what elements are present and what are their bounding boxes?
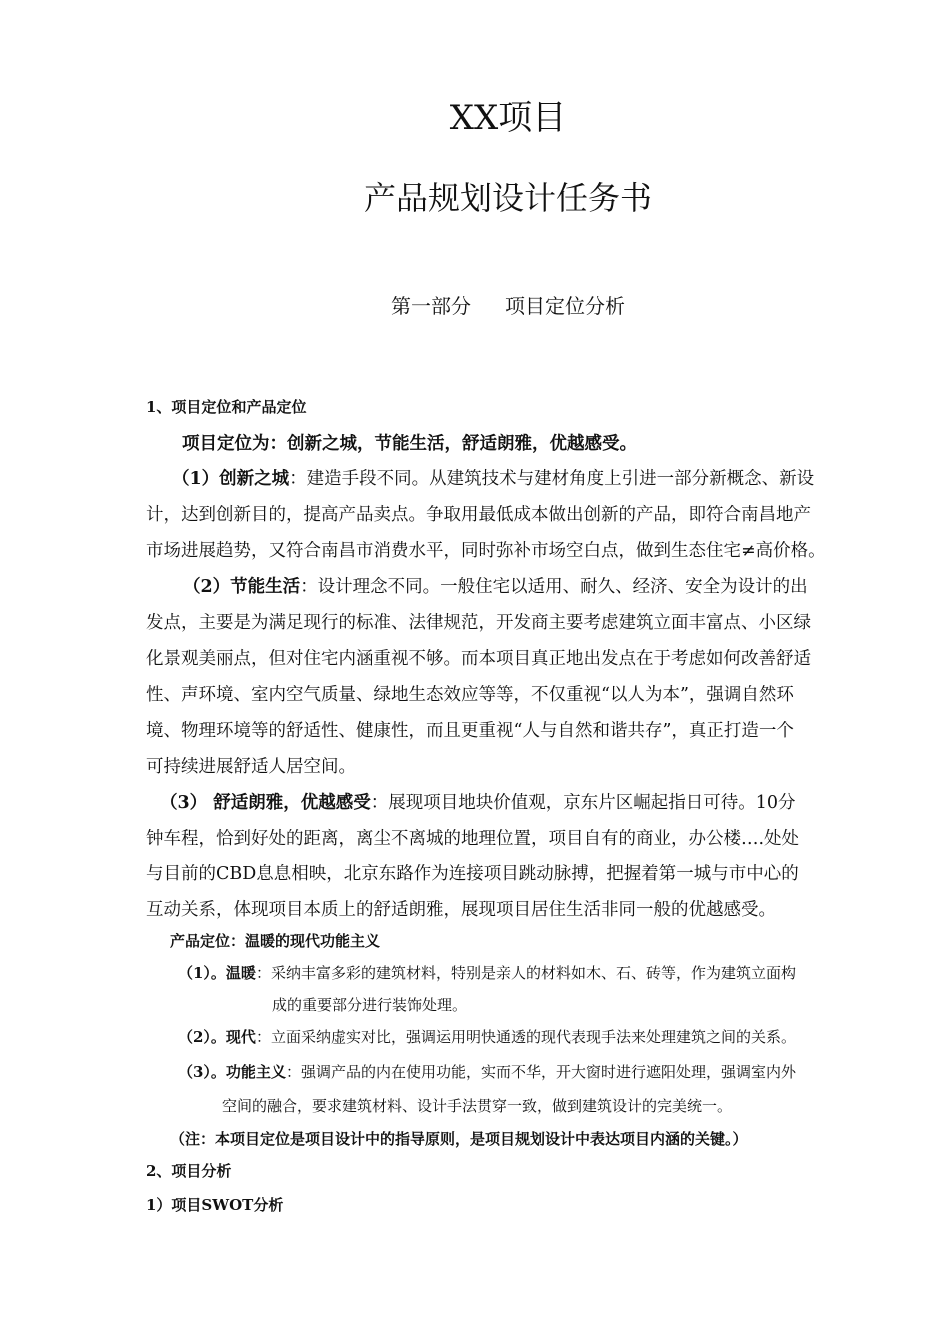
section-2-heading: 2、项目分析 bbox=[146, 1162, 232, 1180]
product-item-2-label: （2）。现代 bbox=[178, 1028, 256, 1046]
positioning-summary-text: 项目定位为：创新之城，节能生活，舒适朗雅，优越感受。 bbox=[182, 434, 637, 454]
p3-line-1 bbox=[160, 789, 796, 814]
p1-line-3: 市场进展趋势，又符合南昌市消费水平，同时弥补市场空白点，做到生态住宅≠高价格。 bbox=[146, 541, 826, 561]
product-item-3-line-1 bbox=[178, 1061, 796, 1082]
positioning-note: （注：本项目定位是项目设计中的指导原则，是项目规划设计中表达项目内涵的关键。） bbox=[170, 1130, 748, 1148]
part-label: 第一部分 bbox=[391, 294, 471, 318]
p3-line-2: 钟车程，恰到好处的距离，离尘不离城的地理位置，项目自有的商业，办公楼….处处 bbox=[146, 829, 800, 849]
product-item-2-text: ：立面采纳虚实对比，强调运用明快通透的现代表现手法来处理建筑之间的关系。 bbox=[255, 1028, 796, 1046]
p2-line-2: 发点，主要是为满足现行的标准、法律规范，开发商主要考虑建筑立面丰富点、小区绿 bbox=[146, 613, 811, 633]
p1-line-1 bbox=[172, 465, 814, 490]
p3-line-3: 与目前的CBD息息相映，北京东路作为连接项目跳动脉搏，把握着第一城与市中心的 bbox=[146, 864, 799, 884]
p2-line-1 bbox=[183, 573, 808, 598]
positioning-summary bbox=[182, 430, 637, 455]
p2-line-6: 可持续进展舒适人居空间。 bbox=[146, 757, 356, 777]
p2-line-4: 性、声环境、室内空气质量、绿地生态效应等等，不仅重视“以人为本”，强调自然环 bbox=[146, 685, 794, 705]
p3-text-1: ：展现项目地块价值观，京东片区崛起指日可待。10分 bbox=[370, 793, 796, 813]
document-title: XX项目 bbox=[449, 98, 567, 138]
product-item-1-text: ：采纳丰富多彩的建筑材料，特别是亲人的材料如木、石、砖等，作为建筑立面构 bbox=[255, 964, 796, 982]
product-item-1-label: （1）。温暖 bbox=[178, 964, 256, 982]
p3-line-4: 互动关系，体现项目本质上的舒适朗雅，展现项目居住生活非同一般的优越感受。 bbox=[146, 900, 776, 920]
p2-line-5: 境、物理环境等的舒适性、健康性，而且更重视“人与自然和谐共存”，真正打造一个 bbox=[146, 721, 794, 741]
part-heading bbox=[0, 290, 950, 319]
product-item-1-line-1 bbox=[178, 962, 796, 983]
product-item-1-line-2: 成的重要部分进行装饰处理。 bbox=[272, 996, 468, 1014]
product-item-3-label: （3）。功能主义 bbox=[178, 1063, 286, 1081]
p1-label: （1）创新之城 bbox=[172, 469, 290, 489]
p3-label: （3） 舒适朗雅，优越感受 bbox=[160, 793, 371, 813]
part-name: 项目定位分析 bbox=[505, 294, 625, 318]
product-item-3-text: ：强调产品的内在使用功能，实而不华，开大窗时进行遮阳处理，强调室内外 bbox=[285, 1063, 796, 1081]
p2-line-3: 化景观美丽点，但对住宅内涵重视不够。而本项目真正地出发点在于考虑如何改善舒适 bbox=[146, 649, 811, 669]
p1-text-1: ：建造手段不同。从建筑技术与建材角度上引进一部分新概念、新设 bbox=[289, 469, 815, 489]
document-subtitle: 产品规划设计任务书 bbox=[363, 179, 652, 217]
product-item-3-line-2: 空间的融合，要求建筑材料、设计手法贯穿一致，做到建筑设计的完美统一。 bbox=[222, 1097, 733, 1115]
section-1-heading: 1、项目定位和产品定位 bbox=[146, 398, 307, 416]
p1-line-2: 计，达到创新目的，提高产品卖点。争取用最低成本做出创新的产品，即符合南昌地产 bbox=[146, 505, 811, 525]
swot-heading: 1）项目SWOT分析 bbox=[146, 1196, 284, 1214]
p2-text-1: ：设计理念不同。一般住宅以适用、耐久、经济、安全为设计的出 bbox=[300, 577, 808, 597]
p2-label: （2）节能生活 bbox=[183, 577, 301, 597]
product-item-2 bbox=[178, 1026, 796, 1047]
product-positioning-heading: 产品定位：温暖的现代功能主义 bbox=[170, 932, 381, 950]
